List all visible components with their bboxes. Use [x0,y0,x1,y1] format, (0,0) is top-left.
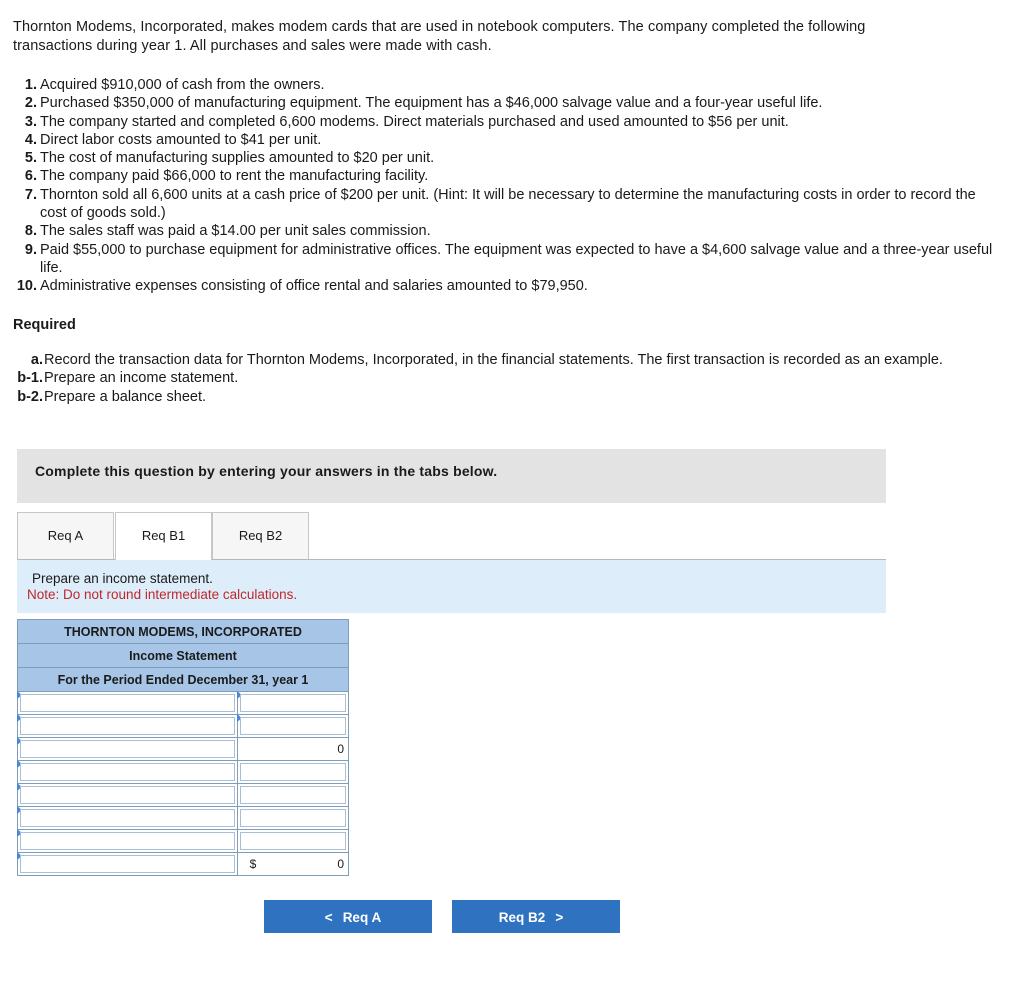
amount-cell[interactable] [237,715,348,738]
chevron-left-icon: < [324,910,333,925]
account-input[interactable] [20,786,235,804]
account-input[interactable] [20,740,235,758]
amount-cell[interactable] [237,692,348,715]
table-row [18,853,349,876]
account-input[interactable] [20,717,235,735]
computed-amount-cell [237,738,348,761]
transaction-item: 6. The company paid $66,000 to rent the manufacturing facility. [24,168,429,185]
account-select[interactable] [18,830,238,853]
amount-input[interactable] [240,809,346,827]
table-row [18,692,349,715]
table-row [18,784,349,807]
rounding-note: Note: Do not round intermediate calculations. [27,587,298,602]
amount-input[interactable] [240,832,346,850]
prev-button-label: Req A [342,910,382,925]
table-row [18,738,349,761]
statement-period: For the Period Ended December 31, year 1 [18,668,349,692]
amount-input[interactable] [240,763,346,781]
transaction-item: 1. Acquired $910,000 of cash from the owners. [24,77,325,93]
banner-text: Complete this question by entering your answers in the tabs below. [35,463,498,479]
amount-input[interactable] [240,717,346,735]
account-input[interactable] [20,832,235,850]
instruction-text: Prepare an income statement. [32,571,213,586]
amount-cell[interactable] [237,830,348,853]
required-list [13,351,1003,406]
transaction-item: 3. The company started and completed 6,600 modems. Direct materials purchased and used amounted to $56 per unit. [24,113,789,130]
required-item-b1: b-1. Prepare an income statement. [17,370,239,387]
tab-req-b1[interactable]: Req B1 [115,512,212,560]
tab-bar [17,512,886,560]
table-row [18,830,349,853]
transaction-list [13,76,1003,296]
account-select[interactable] [18,738,238,761]
transaction-item: 2. Purchased $350,000 of manufacturing equipment. The equipment has a $46,000 salvage value and a four-year useful life. [24,95,823,112]
next-button-label: Req B2 [498,910,546,925]
account-select[interactable] [18,692,238,715]
account-input[interactable] [20,855,235,873]
amount-input[interactable] [240,786,346,804]
net-income-cell [237,853,348,876]
amount-cell[interactable] [237,784,348,807]
chevron-right-icon: > [555,910,564,925]
next-req-b2-button[interactable] [452,900,620,933]
computed-value: 0 [337,742,344,756]
required-item-b2: b-2. Prepare a balance sheet. [17,388,207,405]
statement-company: THORNTON MODEMS, INCORPORATED [18,620,349,644]
instruction-box [17,560,886,613]
tab-req-a[interactable]: Req A [17,512,114,559]
statement-title: Income Statement [18,644,349,668]
amount-input[interactable] [240,694,346,712]
table-row [18,761,349,784]
prev-req-a-button[interactable] [264,900,432,933]
transaction-item: 8. The sales staff was paid a $14.00 per unit sales commission. [24,223,431,240]
intro-line-2: transactions during year 1. All purchases and sales were made with cash. [13,37,492,54]
intro-line-1: Thornton Modems, Incorporated, makes modem cards that are used in notebook computers. The company completed the following [13,19,866,35]
table-row [18,807,349,830]
tab-req-b2[interactable]: Req B2 [212,512,309,559]
account-select[interactable] [18,715,238,738]
amount-cell[interactable] [237,761,348,784]
required-item-a: a. Record the transaction data for Thornton Modems, Incorporated, in the financial statements. The first transaction is recorded as an example. [30,352,943,368]
account-select[interactable] [18,761,238,784]
table-row [18,715,349,738]
transaction-item: 5. The cost of manufacturing supplies amounted to $20 per unit. [24,150,435,167]
income-statement-table [17,619,349,876]
transaction-item: 10. Administrative expenses consisting of office rental and salaries amounted to $79,950. [16,278,588,295]
transaction-item: 9. Paid $55,000 to purchase equipment for administrative offices. The equipment was expected to have a $4,600 salvage value and a three-year useful life. [24,241,993,276]
currency-symbol: $ [249,857,257,871]
problem-intro [13,18,1003,55]
required-heading: Required [13,317,76,333]
account-input[interactable] [20,809,235,827]
account-input[interactable] [20,694,235,712]
account-select[interactable] [18,784,238,807]
net-income-value: 0 [337,857,344,871]
account-select[interactable] [18,853,238,876]
instructions-banner [17,449,886,503]
account-input[interactable] [20,763,235,781]
transaction-item: 4. Direct labor costs amounted to $41 per unit. [24,131,322,148]
amount-cell[interactable] [237,807,348,830]
transaction-item: 7. Thornton sold all 6,600 units at a cash price of $200 per unit. (Hint: It will be necessary to determine the manufacturing costs in order to record the cost of goods sold.) [24,186,976,222]
account-select[interactable] [18,807,238,830]
